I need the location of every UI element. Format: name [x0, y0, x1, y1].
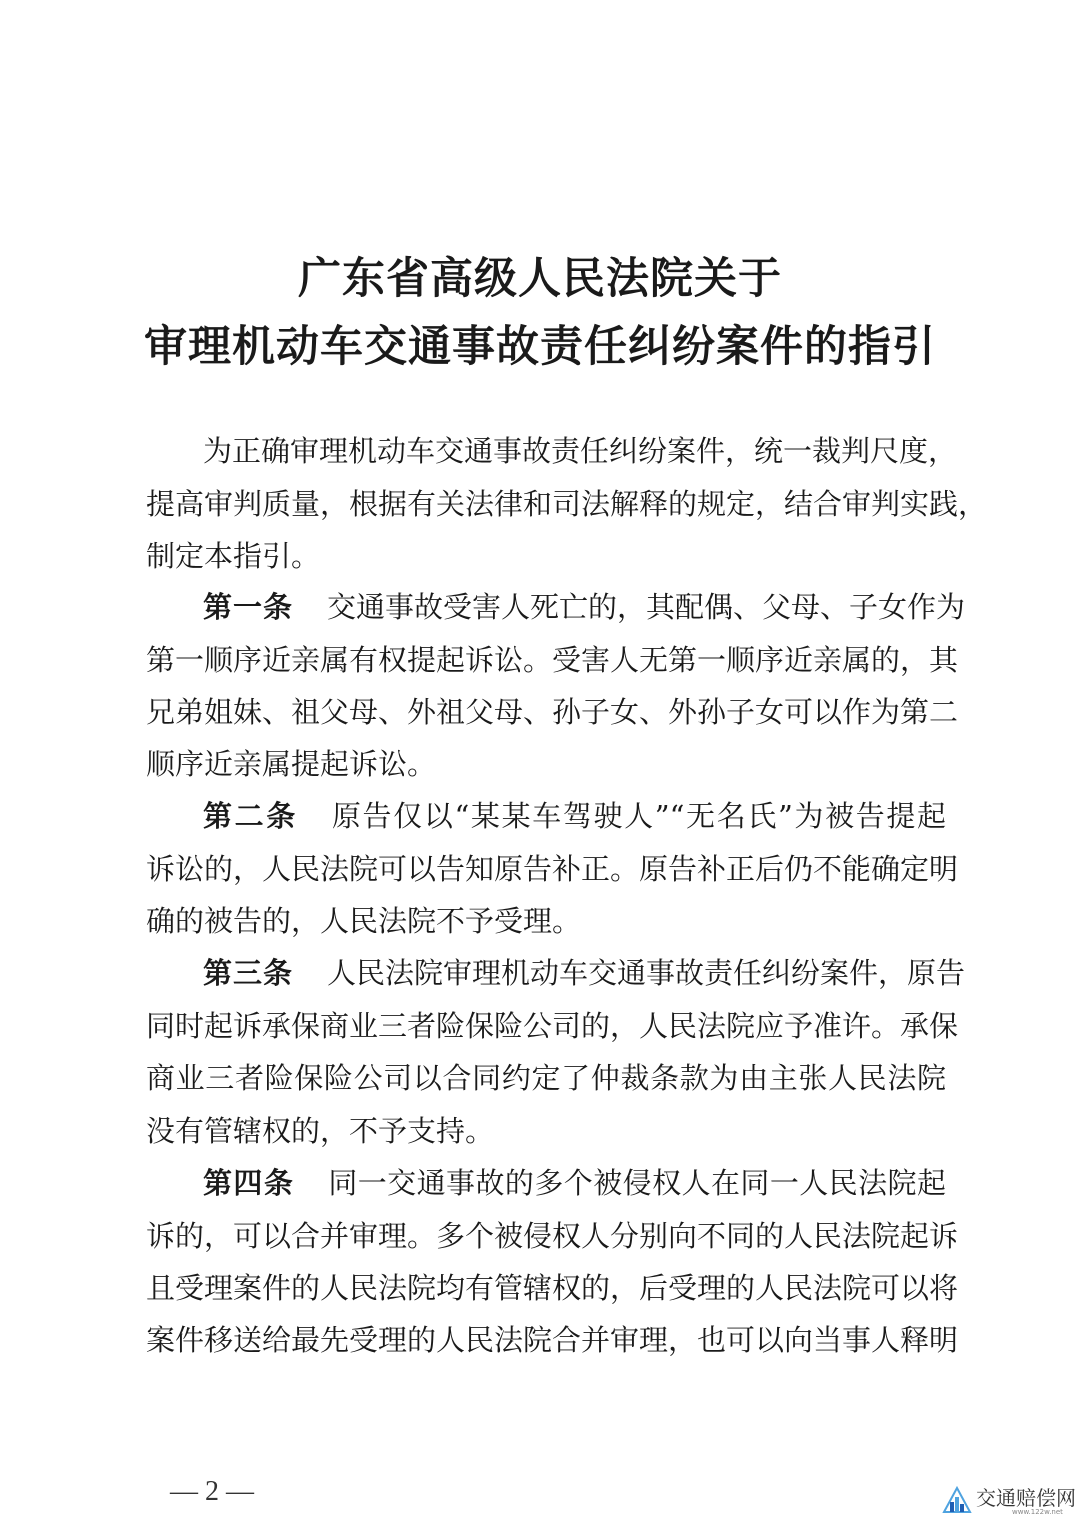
article-1-label: 第一条 [203, 590, 294, 624]
article-1-first-line [203, 587, 966, 627]
article-3-text: 人民法院审理机动车交通事故责任纠纷案件，原告 [327, 956, 966, 990]
article-3-first-line [203, 953, 966, 993]
article-4-label: 第四条 [203, 1166, 295, 1200]
watermark-url: www.122w.net [1012, 1508, 1063, 1516]
article-2-first-line [203, 796, 946, 836]
article-2-line: 确的被告的，人民法院不予受理。 [146, 904, 582, 938]
article-1-line: 兄弟姐妹、祖父母、外祖父母、孙子女、外孙子女可以作为第二 [146, 695, 959, 729]
preamble-line: 提高审判质量，根据有关法律和司法解释的规定，结合审判实践， [146, 487, 988, 521]
article-4-line: 案件移送给最先受理的人民法院合并审理，也可以向当事人释明 [146, 1323, 959, 1357]
article-4-line: 且受理案件的人民法院均有管辖权的，后受理的人民法院可以将 [146, 1271, 959, 1305]
article-4-first-line [203, 1163, 946, 1203]
article-2-line: 诉讼的，人民法院可以告知原告补正。原告补正后仍不能确定明 [146, 852, 959, 886]
preamble-line: 为正确审理机动车交通事故责任纠纷案件，统一裁判尺度， [203, 434, 958, 468]
article-3-line: 没有管辖权的，不予支持。 [146, 1114, 495, 1148]
preamble-line: 制定本指引。 [146, 539, 321, 573]
article-3-line: 同时起诉承保商业三者险保险公司的，人民法院应予准许。承保 [146, 1009, 959, 1043]
article-1-line: 第一顺序近亲属有权提起诉讼。受害人无第一顺序近亲属的，其 [146, 643, 959, 677]
article-2-text: 原告仅以“某某车驾驶人”“无名氏”为被告提起 [331, 799, 946, 833]
article-4-line: 诉的，可以合并审理。多个被侵权人分别向不同的人民法院起诉 [146, 1219, 959, 1253]
watermark [942, 1482, 1076, 1522]
article-3-label: 第三条 [203, 956, 294, 990]
article-4-text: 同一交通事故的多个被侵权人在同一人民法院起 [328, 1166, 946, 1200]
document-title-line-1: 广东省高级人民法院关于 [298, 254, 782, 304]
article-1-text: 交通事故受害人死亡的，其配偶、父母、子女作为 [327, 590, 966, 624]
document-title-line-2: 审理机动车交通事故责任纠纷案件的指引 [144, 322, 936, 372]
article-2-label: 第二条 [203, 799, 298, 833]
watermark-name: 交通赔偿网 [976, 1486, 1076, 1510]
page-number: — 2 — [170, 1476, 254, 1507]
article-1-line: 顺序近亲属提起诉讼。 [146, 747, 437, 781]
bar-chart-logo-icon [942, 1484, 972, 1514]
article-3-line: 商业三者险保险公司以合同约定了仲裁条款为由主张人民法院 [146, 1061, 946, 1095]
